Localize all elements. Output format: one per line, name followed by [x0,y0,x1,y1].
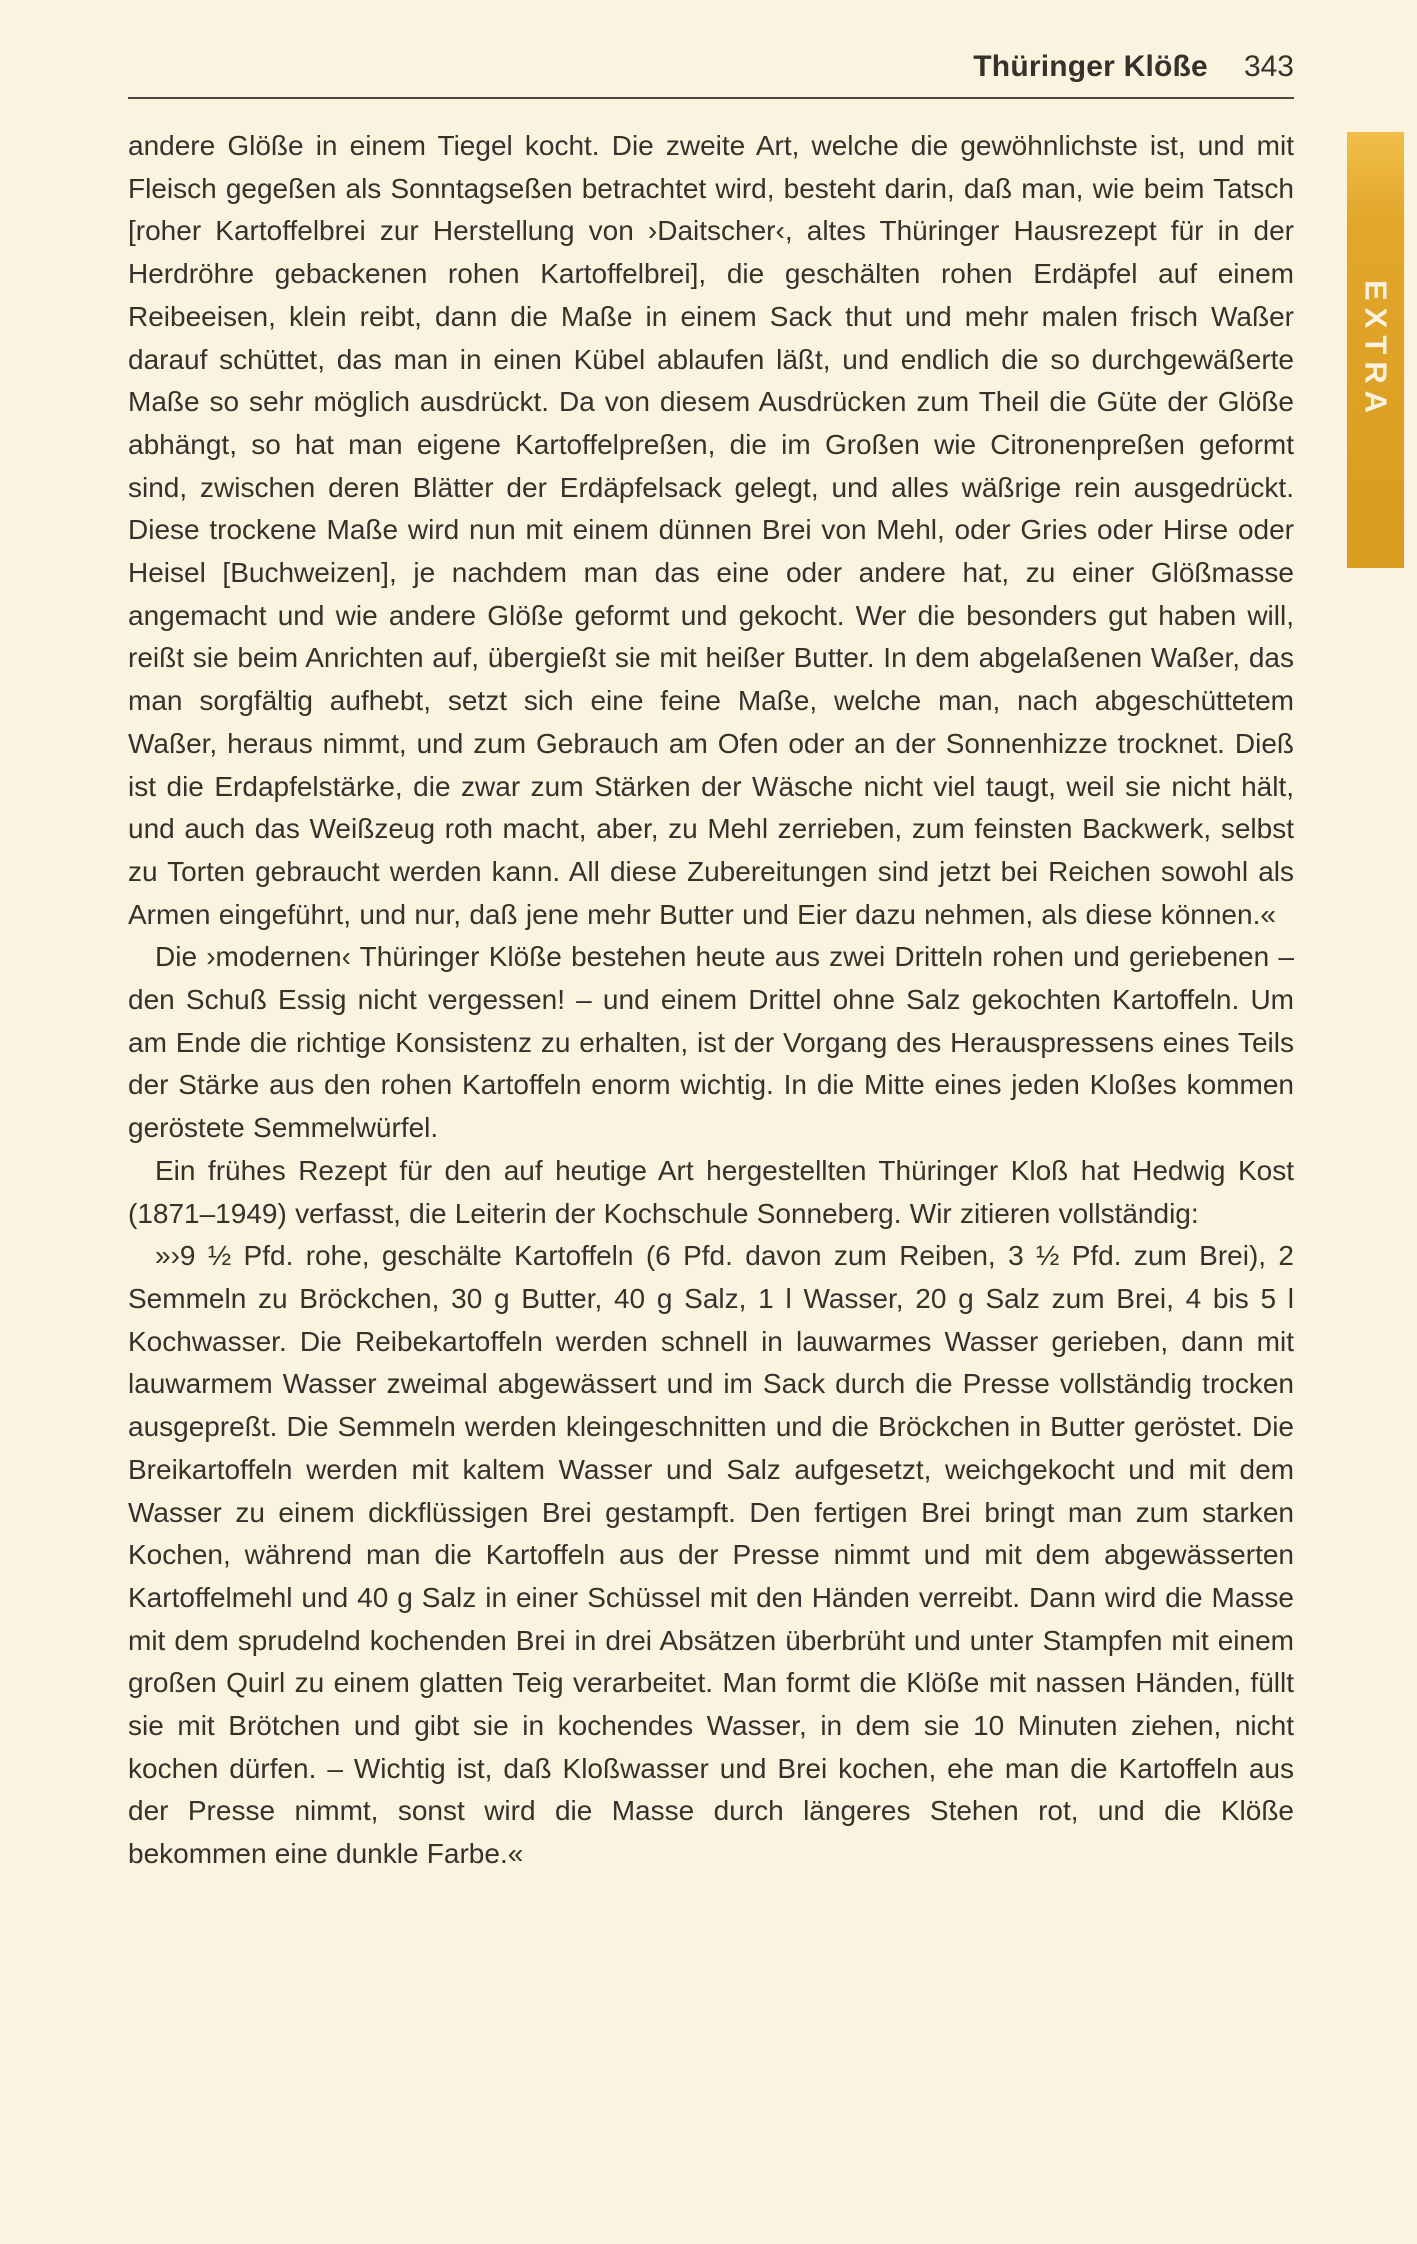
running-header [128,50,1294,99]
article-body [128,125,1294,1876]
paragraph: Die ›modernen‹ Thüringer Klöße bestehen heute aus zwei Dritteln rohen und geriebenen – den Schuß Essig nicht vergessen! – und einem Drittel ohne Salz gekochten Kartoffeln. Um am Ende die richtige Konsistenz zu erhalten, ist der Vorgang des Herauspressens eines Teils der Stärke aus den rohen Kartoffeln enorm wichtig. In die Mitte eines jeden Kloßes kommen geröstete Semmelwürfel. [128,941,1294,1144]
extra-tab-label: EXTRA [1358,279,1394,421]
paragraph: Ein frühes Rezept für den auf heutige Art hergestellten Thüringer Kloß hat Hedwig Kost (1871–1949) verfasst, die Leiterin der Kochschule Sonneberg. Wir zitieren vollständig: [128,1154,1294,1229]
paragraph: andere Glöße in einem Tiegel kocht. Die zweite Art, welche die gewöhnlichste ist, und mit Fleisch gegeßen als Sonntagseßen betrachtet wird, besteht darin, daß man, wie beim Tatsch [roher Kartoffelbrei zur Herstellung von ›Daitscher‹, altes Thüringer Hausrezept für in der Herdröhre gebackenen rohen Kartoffelbrei], die geschälten rohen Erdäpfel auf einem Reibeeisen, klein reibt, dann die Maße in einem Sack thut und mehr malen frisch Waßer darauf schüttet, das man in einen Kübel ablaufen läßt, und endlich die so durchgewäßerte Maße so sehr möglich ausdrückt. Da von diesem Ausdrücken zum Theil die Güte der Glöße abhängt, so hat man eigene Kartoffelpreßen, die im Großen wie Citronenpreßen geformt sind, zwischen deren Blätter der Erdäpfelsack gelegt, und alles wäßrige rein ausgedrückt. Diese trockene Maße wird nun mit einem dünnen Brei von Mehl, oder Gries oder Hirse oder Heisel [Buchweizen], je nachdem man das eine oder andere hat, zu einer Glößmasse angemacht und wie andere Glöße geformt und gekocht. Wer die besonders gut haben will, reißt sie beim Anrichten auf, übergießt sie mit heißer Butter. In dem abgelaßenen Waßer, das man sorgfältig aufhebt, setzt sich eine feine Maße, welche man, nach abgeschüttetem Waßer, heraus nimmt, und zum Gebrauch am Ofen oder an der Sonnenhizze trocknet. Dieß ist die Erdapfelstärke, die zwar zum Stärken der Wäsche nicht viel taugt, weil sie nicht hält, und auch das Weißzeug roth macht, aber, zu Mehl zerrieben, zum feinsten Backwerk, selbst zu Torten gebraucht werden kann. All diese Zubereitungen sind jetzt bei Reichen sowohl als Armen eingeführt, und nur, daß jene mehr Butter und Eier dazu nehmen, als diese können.« [128,130,1294,930]
extra-thumb-tab [1347,132,1404,568]
text-column [128,50,1294,1876]
chapter-title: Thüringer Klöße [973,50,1208,83]
paragraph: »›9 ½ Pfd. rohe, geschälte Kartoffeln (6 Pfd. davon zum Reiben, 3 ½ Pfd. zum Brei), 2 Semmeln zu Bröckchen, 30 g Butter, 40 g Salz, 1 l Wasser, 20 g Salz zum Brei, 4 bis 5 l Kochwasser. Die Reibekartoffeln werden schnell in lauwarmes Wasser gerieben, dann mit lauwarmem Wasser zweimal abgewässert und im Sack durch die Presse vollständig trocken ausgepreßt. Die Semmeln werden kleingeschnitten und die Bröckchen in Butter geröstet. Die Breikartoffeln werden mit kaltem Wasser und Salz aufgesetzt, weichgekocht und mit dem Wasser zu einem dickflüssigen Brei gestampft. Den fertigen Brei bringt man zum starken Kochen, während man die Kartoffeln aus der Presse nimmt und mit dem abgewässerten Kartoffelmehl und 40 g Salz in einer Schüssel mit den Händen verreibt. Dann wird die Masse mit dem sprudelnd kochenden Brei in drei Absätzen überbrüht und unter Stampfen mit einem großen Quirl zu einem glatten Teig verarbeitet. Man formt die Klöße mit nassen Händen, füllt sie mit Brötchen und gibt sie in kochendes Wasser, in dem sie 10 Minuten ziehen, nicht kochen dürfen. – Wichtig ist, daß Kloßwasser und Brei kochen, ehe man die Kartoffeln aus der Presse nimmt, sonst wird die Masse durch längeres Stehen rot, und die Klöße bekommen eine dunkle Farbe.« [128,1240,1294,1870]
page-number: 343 [1243,50,1294,83]
